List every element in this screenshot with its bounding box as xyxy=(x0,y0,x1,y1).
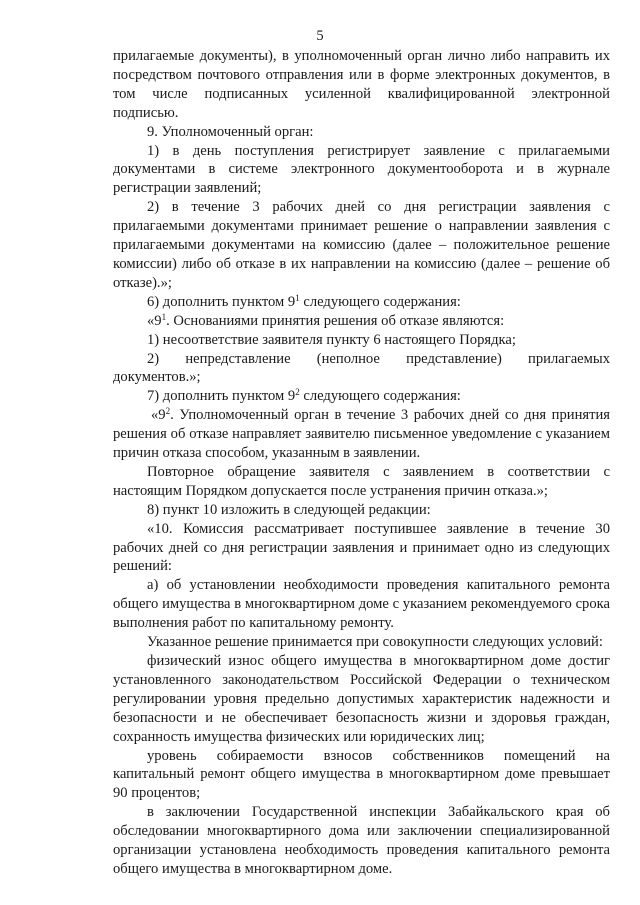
paragraph-amendment-8: 8) пункт 10 изложить в следующей редакции: xyxy=(147,501,431,518)
paragraph-condition-collection: уровень собираемости взносов собственников помещений на капитальный ремонт общего имущества в многоквартирном доме превышает 90 процентов; xyxy=(113,747,610,802)
superscript: 1 xyxy=(295,292,300,303)
paragraph-item-9: 9. Уполномоченный орган: xyxy=(147,123,314,140)
text-part: «9 xyxy=(151,407,166,424)
paragraph-condition-wear: физический износ общего имущества в многоквартирном доме достиг установленного законодательством Российской Федерации о техническом регулировании уровня предельно допустимых характеристик надежности и безопасности и не обеспечивает безопасность жизни и здоровья граждан, сохранность имущества физических или юридических лиц; xyxy=(113,653,610,745)
text-part: 6) дополнить пунктом 9 xyxy=(147,293,296,310)
paragraph-amendment-6 xyxy=(113,293,610,312)
text-part: . Уполномоченный орган в течение 3 рабочих дней со дня принятия решения об отказе направляет заявителю письменное уведомление с указанием причин отказа способом, указанным в заявлении. xyxy=(113,407,610,462)
page-number: 5 xyxy=(316,28,324,44)
paragraph-condition-inspection: в заключении Государственной инспекции Забайкальского края об обследовании многоквартирного дома или заключении специализированной организации установлена необходимость проведения капитального ремонта общего имущества в многоквартирном доме. xyxy=(113,804,610,877)
paragraph-repeat-application: Повторное обращение заявителя с заявлением в соответствии с настоящим Порядком допускается после устранения причин отказа.»; xyxy=(113,463,610,499)
paragraph-amendment-7 xyxy=(113,387,610,406)
superscript: 1 xyxy=(161,311,167,322)
document-body xyxy=(113,47,610,879)
paragraph-9-sub-1: 1) в день поступления регистрирует заявление с прилагаемыми документами в системе электронного документооборота и в журнале регистрации заявлений; xyxy=(113,142,610,197)
paragraph-conditions: Указанное решение принимается при совокупности следующих условий: xyxy=(147,634,603,651)
paragraph-9-sub-2: 2) в течение 3 рабочих дней со дня регистрации заявления с прилагаемыми документами принимает решение о направлении заявления с прилагаемыми документами на комиссию (далее – положительное решение комиссии) либо об отказе в их направлении на комиссию (далее – решение об отказе).»; xyxy=(113,199,610,291)
paragraph-9-1-sub-2: 2) непредставление (неполное представление) прилагаемых документов.»; xyxy=(113,350,610,386)
text-part: следующего содержания: xyxy=(299,388,461,405)
paragraph-continuation: прилагаемые документы), в уполномоченный орган лично либо направить их посредством почтового отправления или в форме электронных документов, в том числе подписанных усиленной квалифицированной электронной подписью. xyxy=(113,48,610,121)
superscript: 2 xyxy=(165,406,171,417)
paragraph-item-10: «10. Комиссия рассматривает поступившее заявление в течение 30 рабочих дней со дня регистрации заявления и принимает одно из следующих решений: xyxy=(113,520,610,575)
text-part: «9 xyxy=(147,312,162,329)
paragraph-item-9-2 xyxy=(113,406,610,463)
paragraph-item-9-1 xyxy=(113,312,610,331)
paragraph-9-1-sub-1: 1) несоответствие заявителя пункту 6 настоящего Порядка; xyxy=(147,331,516,348)
text-part: 7) дополнить пунктом 9 xyxy=(147,388,296,405)
superscript: 2 xyxy=(295,387,300,398)
paragraph-10-sub-a: а) об установлении необходимости проведения капитального ремонта общего имущества в многоквартирном доме с указанием рекомендуемого срока выполнения работ по капитальному ремонту. xyxy=(113,577,610,632)
text-part: следующего содержания: xyxy=(299,293,461,310)
text-part: . Основаниями принятия решения об отказе являются: xyxy=(166,312,505,329)
